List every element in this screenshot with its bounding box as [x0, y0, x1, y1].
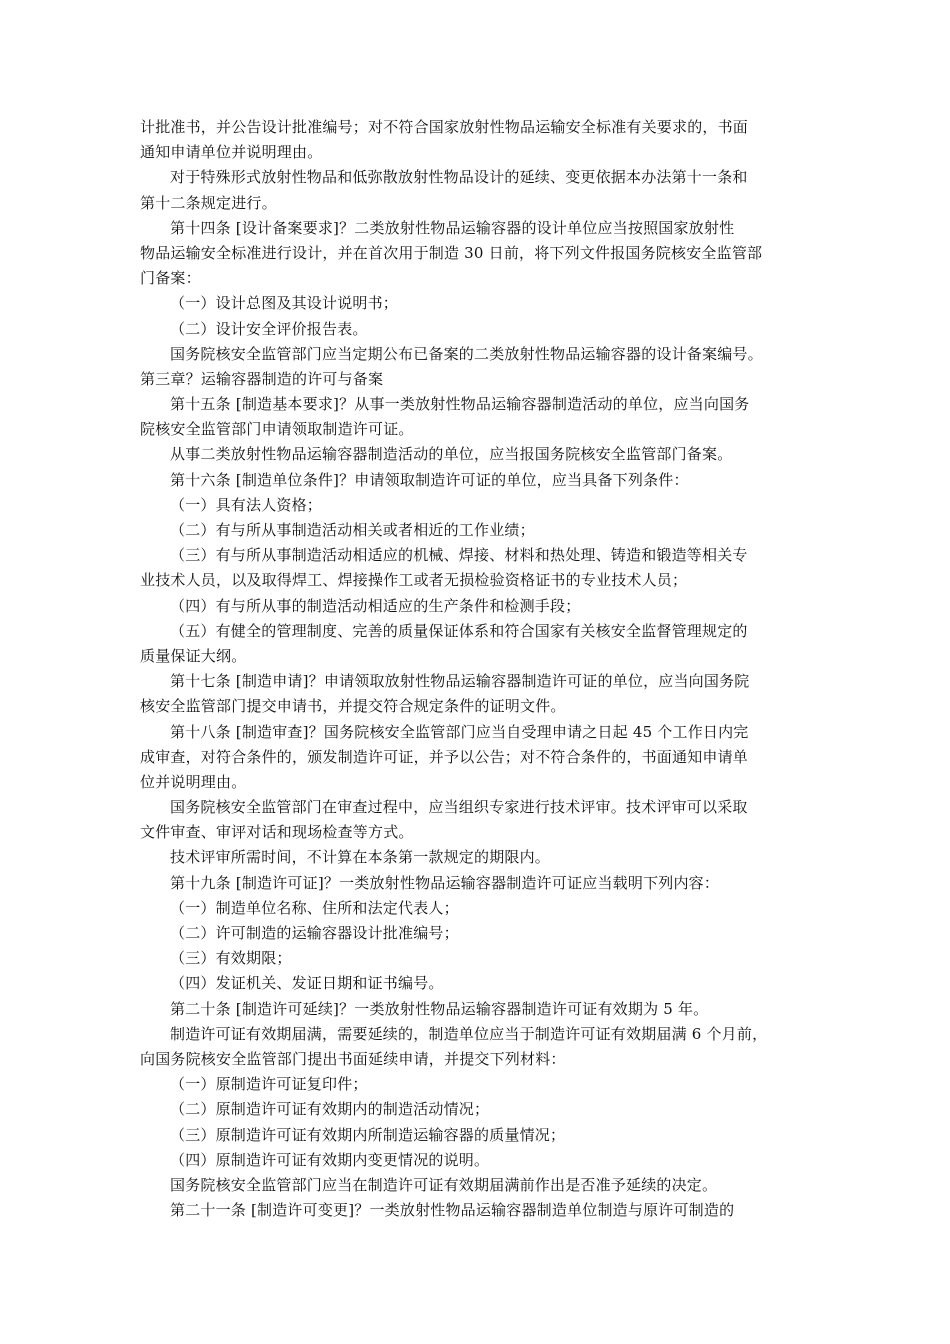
text-line: （四）发证机关、发证日期和证书编号。 — [170, 974, 444, 993]
text-line: （二）设计安全评价报告表。 — [170, 319, 368, 338]
text-line: （四）有与所从事的制造活动相适应的生产条件和检测手段； — [170, 596, 581, 615]
text-line: （二）有与所从事制造活动相关或者相近的工作业绩； — [170, 521, 535, 539]
text-line: 计批准书，并公告设计批准编号；对不符合国家放射性物品运输安全标准有关要求的，书面 — [140, 118, 749, 136]
text-line: （一）具有法人资格； — [170, 495, 323, 514]
text-line: 第十二条规定进行。 — [140, 193, 277, 212]
text-line: （四）原制造许可证有效期内变更情况的说明。 — [170, 1150, 490, 1169]
text-line: 对于特殊形式放射性物品和低弥散放射性物品设计的延续、变更依据本办法第十一条和 — [170, 168, 748, 187]
text-line: 第二十条 [制造许可延续]？一类放射性物品运输容器制造许可证有效期为 5 年。 — [170, 999, 709, 1018]
text-line: 第十八条 [制造审查]？国务院核安全监管部门应当自受理申请之日起 45 个工作日内完 — [170, 722, 749, 741]
text-line: 国务院核安全监管部门应当定期公布已备案的二类放射性物品运输容器的设计备案编号。 — [170, 344, 763, 363]
text-line: 国务院核安全监管部门在审查过程中，应当组织专家进行技术评审。技术评审可以采取 — [170, 798, 748, 817]
text-line: 物品运输安全标准进行设计，并在首次用于制造 30 日前，将下列文件报国务院核安全监管部 — [140, 243, 763, 262]
text-line: 第十五条 [制造基本要求]？从事一类放射性物品运输容器制造活动的单位，应当向国务 — [170, 395, 750, 414]
text-line: 核安全监管部门提交申请书，并提交符合规定条件的证明文件。 — [140, 697, 566, 716]
text-line: 成审查，对符合条件的，颁发制造许可证，并予以公告；对不符合条件的，书面通知申请单 — [140, 747, 749, 766]
text-line: 第十六条 [制造单位条件]？申请领取制造许可证的单位，应当具备下列条件： — [170, 470, 689, 489]
text-line: 院核安全监管部门申请领取制造许可证。 — [140, 420, 414, 439]
text-line: 第三章？运输容器制造的许可与备案 — [140, 369, 384, 388]
text-line: （三）有与所从事制造活动相适应的机械、焊接、材料和热处理、铸造和锻造等相关专 — [170, 546, 748, 565]
text-line: （一）原制造许可证复印件； — [170, 1075, 368, 1094]
text-line: 门备案： — [140, 269, 201, 288]
text-line: 第十四条 [设计备案要求]？二类放射性物品运输容器的设计单位应当按照国家放射性 — [170, 218, 735, 237]
text-line: （三）有效期限； — [170, 949, 292, 968]
document-page — [140, 115, 812, 1223]
text-line: 向国务院核安全监管部门提出书面延续申请，并提交下列材料： — [140, 1049, 566, 1068]
text-line: 业技术人员，以及取得焊工、焊接操作工或者无损检验资格证书的专业技术人员； — [140, 571, 688, 590]
text-line: 质量保证大纲。 — [140, 646, 247, 665]
text-line: 文件审查、审评对话和现场检查等方式。 — [140, 823, 414, 842]
text-line: （二）原制造许可证有效期内的制造活动情况； — [170, 1100, 490, 1119]
text-line: 第十九条 [制造许可证]？一类放射性物品运输容器制造许可证应当载明下列内容： — [170, 873, 720, 892]
text-line: 第二十一条 [制造许可变更]？一类放射性物品运输容器制造单位制造与原许可制造的 — [170, 1201, 735, 1220]
text-line: 第十七条 [制造申请]？申请领取放射性物品运输容器制造许可证的单位，应当向国务院 — [170, 672, 750, 691]
text-line: 技术评审所需时间，不计算在本条第一款规定的期限内。 — [170, 848, 551, 867]
text-line: （五）有健全的管理制度、完善的质量保证体系和符合国家有关核安全监督管理规定的 — [170, 621, 748, 640]
text-line: （一）制造单位名称、住所和法定代表人； — [170, 898, 459, 917]
text-line: 制造许可证有效期届满，需要延续的，制造单位应当于制造许可证有效期届满 6 个月前， — [170, 1024, 768, 1043]
text-line: 位并说明理由。 — [140, 772, 247, 791]
text-line: （三）原制造许可证有效期内所制造运输容器的质量情况； — [170, 1125, 566, 1144]
text-line: 从事二类放射性物品运输容器制造活动的单位，应当报国务院核安全监管部门备案。 — [170, 445, 733, 464]
text-line: （一）设计总图及其设计说明书； — [170, 294, 399, 313]
text-line: 通知申请单位并说明理由。 — [140, 143, 323, 162]
text-line: （二）许可制造的运输容器设计批准编号； — [170, 924, 459, 942]
text-line: 国务院核安全监管部门应当在制造许可证有效期届满前作出是否准予延续的决定。 — [170, 1175, 718, 1194]
